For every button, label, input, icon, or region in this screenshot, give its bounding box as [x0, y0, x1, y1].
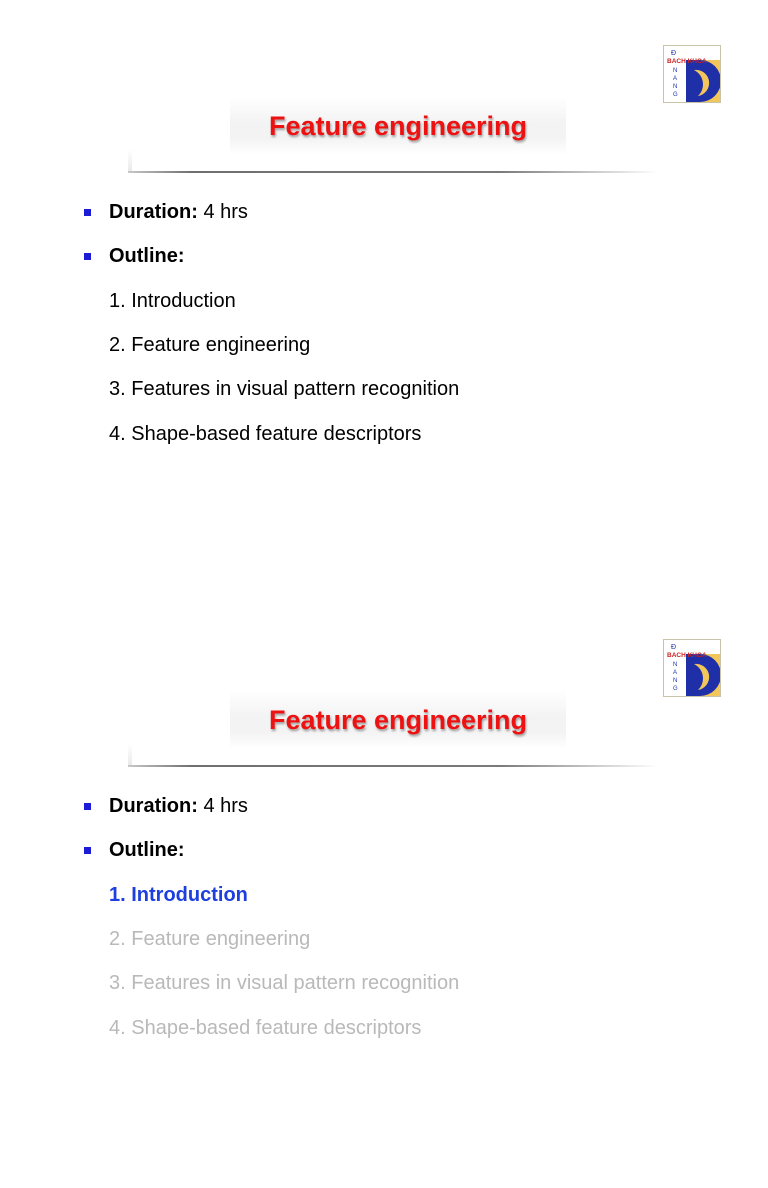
outline-bullet	[84, 244, 185, 268]
logo-letter-d: Đ	[671, 644, 677, 651]
bach-khoa-logo-icon	[664, 640, 720, 696]
bullet-square-icon	[84, 847, 91, 854]
duration-value: 4 hrs	[203, 200, 248, 223]
slide-title: Feature engineering	[230, 691, 566, 749]
outline-item-1: 1. Introduction	[109, 290, 236, 312]
duration-bullet	[84, 794, 248, 818]
outline-item-2: 2. Feature engineering	[109, 334, 311, 356]
duration-label: Duration:	[109, 200, 198, 223]
outline-item-3: 3. Features in visual pattern recognition	[109, 972, 460, 994]
outline-item-3: 3. Features in visual pattern recognition	[109, 378, 460, 400]
logo-brand-text: BACH KHOA	[667, 58, 707, 65]
outline-bullet	[84, 838, 185, 862]
logo-side-n: N	[673, 662, 678, 668]
logo-letter-d: Đ	[671, 50, 677, 57]
outline-label: Outline:	[109, 244, 185, 267]
logo-side-n2: N	[673, 678, 678, 684]
outline-label: Outline:	[109, 838, 185, 861]
outline-item-2: 2. Feature engineering	[109, 928, 311, 950]
university-logo	[663, 639, 721, 697]
logo-side-g: G	[673, 92, 678, 98]
duration-value: 4 hrs	[203, 794, 248, 817]
bullet-square-icon	[84, 209, 91, 216]
slide-title: Feature engineering	[230, 97, 566, 155]
bullet-square-icon	[84, 253, 91, 260]
logo-side-g: G	[673, 686, 678, 692]
duration-bullet	[84, 200, 248, 224]
bach-khoa-logo-icon	[664, 46, 720, 102]
duration-label: Duration:	[109, 794, 198, 817]
outline-item-4: 4. Shape-based feature descriptors	[109, 423, 422, 445]
title-divider	[128, 171, 658, 173]
rule-accent	[128, 150, 132, 172]
university-logo	[663, 45, 721, 103]
logo-side-a: A	[673, 76, 678, 82]
title-divider	[128, 765, 658, 767]
slide-2	[0, 594, 768, 1188]
outline-item-1-active: 1. Introduction	[109, 884, 248, 906]
logo-brand-text: BACH KHOA	[667, 652, 707, 659]
rule-accent	[128, 744, 132, 766]
bullet-square-icon	[84, 803, 91, 810]
logo-side-n: N	[673, 68, 678, 74]
logo-side-n2: N	[673, 84, 678, 90]
logo-side-a: A	[673, 670, 678, 676]
outline-item-4: 4. Shape-based feature descriptors	[109, 1017, 422, 1039]
